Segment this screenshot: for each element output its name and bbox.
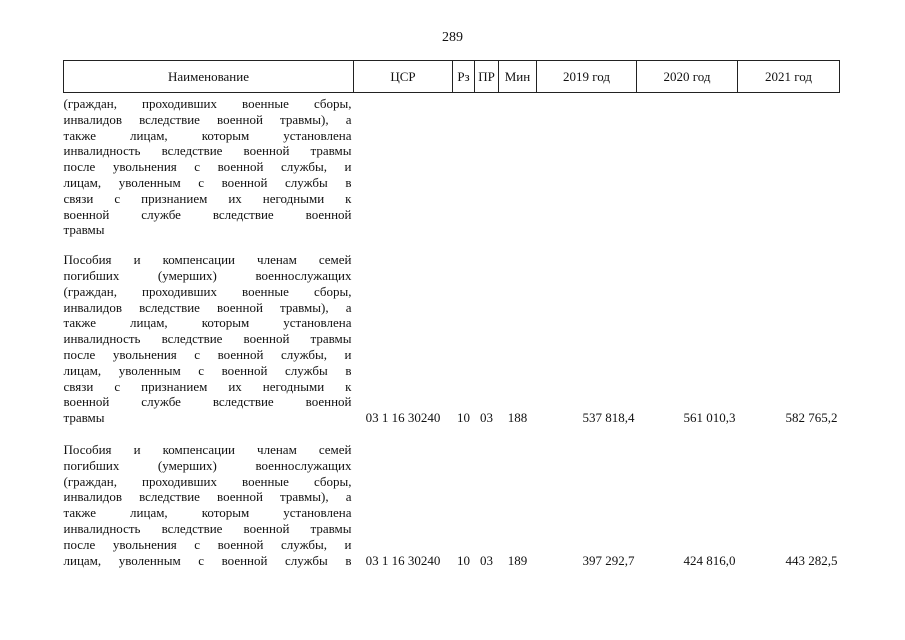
name-line: также лицам, которым установлена	[63, 315, 352, 331]
name-line: лицам, уволенным с военной службы в	[63, 362, 352, 378]
csr-cell: 03 1 16 30240	[365, 552, 441, 568]
name-line: погибших (умерших) военнослужащих	[63, 267, 352, 283]
amount-2019-cell: 397 292,7	[582, 552, 635, 568]
name-line: (граждан, проходивших военные сборы,	[63, 96, 352, 111]
min-cell: 189	[507, 552, 528, 568]
amount-2021-cell: 582 765,2	[785, 410, 838, 426]
pr-cell: 03	[480, 410, 493, 426]
name-line: инвалидность вследствие военной травмы	[63, 331, 352, 347]
name-line: (граждан, проходивших военные сборы,	[63, 473, 352, 489]
name-line: инвалидов вследствие военной травмы), а	[63, 299, 352, 315]
header-2019: 2019 год	[537, 61, 637, 93]
name-line: Пособия и компенсации членам семей	[63, 252, 352, 268]
name-line: инвалидов вследствие военной травмы), а	[63, 111, 352, 127]
header-csr: ЦСР	[354, 61, 453, 93]
table-row	[64, 426, 840, 568]
header-name: Наименование	[64, 61, 354, 93]
amount-2019-cell: 537 818,4	[582, 410, 635, 426]
name-line: после увольнения с военной службы, и	[63, 159, 352, 175]
table-row	[64, 246, 840, 426]
amount-2020-cell: 561 010,3	[683, 410, 736, 426]
page-number: 289	[442, 30, 463, 45]
amount-2021-cell: 443 282,5	[785, 552, 838, 568]
name-line: травмы	[63, 410, 105, 426]
pr-cell: 03	[480, 552, 493, 568]
header-2020: 2020 год	[637, 61, 738, 93]
name-line: лицам, уволенным с военной службы в	[63, 174, 352, 190]
header-pr: ПР	[475, 61, 499, 93]
name-line: инвалидность вследствие военной травмы	[63, 520, 352, 536]
name-line: погибших (умерших) военнослужащих	[63, 457, 352, 473]
name-line: военной службе вследствие военной	[63, 206, 352, 222]
name-line: после увольнения с военной службы, и	[63, 536, 352, 552]
name-line: Пособия и компенсации членам семей	[63, 441, 352, 457]
name-line: также лицам, которым установлена	[63, 127, 352, 143]
name-line: связи с признанием их негодными к	[63, 378, 352, 394]
name-line: военной службе вследствие военной	[63, 394, 352, 410]
csr-cell: 03 1 16 30240	[365, 410, 441, 426]
header-min: Мин	[499, 61, 537, 93]
table-header	[64, 61, 840, 93]
row-name-cell	[64, 246, 354, 426]
name-line: (граждан, проходивших военные сборы,	[63, 283, 352, 299]
table-row-continuation	[64, 93, 840, 247]
budget-table	[63, 60, 840, 568]
amount-2020-cell: 424 816,0	[683, 552, 736, 568]
name-line: после увольнения с военной службы, и	[63, 346, 352, 362]
row-name-cell	[64, 426, 354, 568]
name-line: лицам, уволенным с военной службы в	[63, 552, 352, 568]
row-name-cell	[64, 93, 354, 247]
rz-cell: 10	[457, 410, 470, 426]
header-2021: 2021 год	[738, 61, 840, 93]
header-rz: Рз	[453, 61, 475, 93]
name-line: инвалидов вследствие военной травмы), а	[63, 489, 352, 505]
rz-cell: 10	[457, 552, 470, 568]
name-line: инвалидность вследствие военной травмы	[63, 143, 352, 159]
name-line: связи с признанием их негодными к	[63, 190, 352, 206]
name-line: также лицам, которым установлена	[63, 505, 352, 521]
min-cell: 188	[507, 410, 528, 426]
name-line: травмы	[63, 222, 105, 238]
